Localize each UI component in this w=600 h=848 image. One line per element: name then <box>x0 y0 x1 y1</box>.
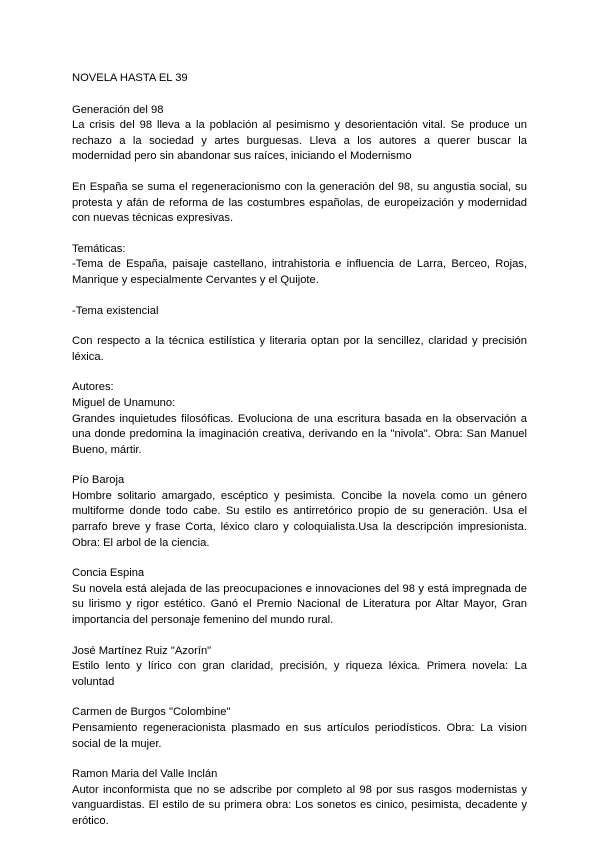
section-heading: Generación del 98 <box>72 103 164 116</box>
section-text: -Tema de España, paisaje castellano, intrahistoria e influencia de Larra, Berceo, Rojas, Manrique y especialmente Cervantes y el Quijote. <box>72 258 527 286</box>
section-text: La crisis del 98 lleva a la población al pesimismo y desorientación vital. Se produce un rechazo a la sociedad y artes burguesas. Lleva a los autores a querer buscar la modernidad pero sin abandonar sus raíces, iniciando el Modernismo <box>72 119 527 163</box>
paragraph-tema-existencial: -Tema existencial <box>72 304 159 317</box>
author-description: Su novela está alejada de las preocupaciones e innovaciones del 98 y está impregnada de su lirismo y rigor estético. Ganó el Premio Nacional de Literatura por Altar Mayor, Gran importancia del personaje femenino del mundo rural. <box>72 582 527 627</box>
author-baroja <box>72 473 527 551</box>
paragraph-espana: En España se suma el regeneracionismo con la generación del 98, su angustia social, su protesta y afán de reforma de las costumbres españolas, de europeización y modernidad con nuevas técnicas expresivas. <box>72 180 527 225</box>
authors-heading: Autores: <box>72 381 114 394</box>
section-heading: Temáticas: <box>72 242 126 255</box>
section-tematicas <box>72 242 527 289</box>
author-description: Hombre solitario amargado, escéptico y pesimista. Concibe la novela como un género multiforme donde todo cabe. Su estilo es antirretórico propio de su generación. Usa el parrafo breve y frase Corta, léxico claro y coloquialista.Usa la descripción impresionista. Obra: El arbol de la ciencia. <box>72 489 527 549</box>
author-description: Grandes inquietudes filosóficas. Evoluciona de una escritura basada en la observación a una donde predomina la imaginación creativa, derivando en la "nivola". Obra: San Manuel Bueno, mártir. <box>72 412 527 456</box>
author-description: Estilo lento y lírico con gran claridad, precisión, y riqueza léxica. Primera novela: La voluntad <box>72 660 527 688</box>
author-burgos <box>72 705 527 752</box>
author-name: José Martínez Ruiz "Azorín" <box>72 644 212 657</box>
document-title: NOVELA HASTA EL 39 <box>72 72 188 84</box>
author-description: Pensamiento regeneracionista plasmado en sus artículos periodísticos. Obra: La vision social de la mujer. <box>72 722 527 750</box>
document-body <box>72 71 527 845</box>
author-azorin <box>72 644 527 691</box>
author-name: Pío Baroja <box>72 474 125 487</box>
paragraph-tecnica: Con respecto a la técnica estilística y literaria optan por la sencillez, claridad y precisión léxica. <box>72 335 527 363</box>
author-unamuno <box>72 380 527 458</box>
author-espina <box>72 566 527 628</box>
author-name: Concia Espina <box>72 567 145 580</box>
author-valle-inclan <box>72 767 527 829</box>
author-name: Carmen de Burgos "Colombine" <box>72 706 231 719</box>
author-name: Miguel de Unamuno: <box>72 396 176 409</box>
author-description: Autor inconformista que no se adscribe por completo al 98 por sus rasgos modernistas y vanguardistas. El estilo de su primera obra: Los sonetos es cinico, pesimista, decadente y erótico. <box>72 783 527 827</box>
author-name: Ramon Maria del Valle Inclán <box>72 768 218 781</box>
section-generacion-98 <box>72 103 527 165</box>
